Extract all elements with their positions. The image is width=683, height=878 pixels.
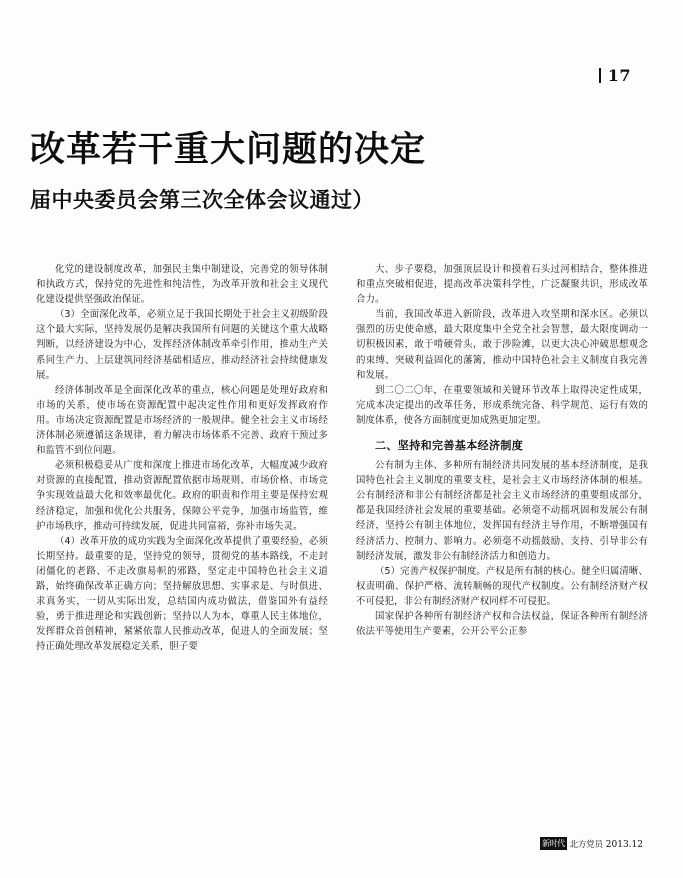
page-header (599, 66, 631, 85)
publisher-name: 北方党员 (569, 840, 603, 850)
publisher-mark: 新时代 (542, 839, 565, 848)
paragraph: （3）全面深化改革，必须立足于我国长期处于社会主义初级阶段这个最大实际，坚持发展仍是解决我国所有问题的关键这个重大战略判断，以经济建设为中心，发挥经济体制改革牵引作用，推动生产关系同生产力、上层建筑同经济基础相适应，推动经济社会持续健康发展。 (36, 309, 328, 381)
page-subtitle: 届中央委员会第三次全体会议通过） (30, 188, 374, 212)
folio-rule (599, 68, 601, 83)
paragraph: 到二〇二〇年，在重要领域和关键环节改革上取得决定性成果，完成本决定提出的改革任务，形成系统完备、科学规范、运行有效的制度体系，使各方面制度更加成熟更加定型。 (356, 384, 648, 426)
paragraph: 公有制为主体、多种所有制经济共同发展的基本经济制度，是我国特色社会主义制度的重要支柱，是社会主义市场经济体制的根基。公有制经济和非公有制经济都是社会主义市场经济的重要组成部分，都是我国经济社会发展的重要基础。必须毫不动摇巩固和发展公有制经济，坚持公有制主体地位，发挥国有经济主导作用，不断增强国有经济活力、控制力、影响力。必须毫不动摇鼓励、支持、引导非公有制经济发展，激发非公有制经济活力和创造力。 (356, 460, 648, 562)
page-footer (540, 837, 643, 850)
paragraph: 大、步子要稳，加强顶层设计和摸着石头过河相结合，整体推进和重点突破相促进，提高改革决策科学性，广泛凝聚共识，形成改革合力。 (356, 264, 648, 306)
column-right (356, 262, 648, 822)
paragraph: 当前，我国改革进入新阶段，改革进入攻坚期和深水区。必须以强烈的历史使命感，最大限度集中全党全社会智慧，最大限度调动一切积极因素，敢于啃硬骨头，敢于涉险滩，以更大决心冲破思想观念的束缚、突破利益固化的藩篱，推动中国特色社会主义制度自我完善和发展。 (356, 309, 648, 381)
paragraph: 必须积极稳妥从广度和深度上推进市场化改革，大幅度减少政府对资源的直接配置，推动资源配置依据市场规则、市场价格、市场竞争实现效益最大化和效率最优化。政府的职责和作用主要是保持宏观经济稳定，加强和优化公共服务，保障公平竞争，加强市场监管，维护市场秩序，推动可持续发展，促进共同富裕，弥补市场失灵。 (36, 460, 328, 532)
page-number: 17 (607, 66, 631, 85)
column-left (36, 262, 328, 822)
body-columns (36, 262, 648, 822)
title-block (30, 128, 643, 214)
paragraph: 化党的建设制度改革，加强民主集中制建设，完善党的领导体制和执政方式，保持党的先进性和纯洁性，为改革开放和社会主义现代化建设提供坚强政治保证。 (36, 264, 328, 306)
issue-date: 2013.12 (605, 840, 643, 850)
section-heading: 二、坚持和完善基本经济制度 (375, 439, 524, 453)
paragraph: 经济体制改革是全面深化改革的重点，核心问题是处理好政府和市场的关系，使市场在资源配置中起决定性作用和更好发挥政府作用。市场决定资源配置是市场经济的一般规律。健全社会主义市场经济体制必须遵循这条规律，着力解决市场体系不完善、政府干预过多和监管不到位问题。 (36, 384, 328, 457)
page-title: 改革若干重大问题的决定 (30, 130, 427, 170)
paragraph: 国家保护各种所有制经济产权和合法权益，保证各种所有制经济依法平等使用生产要素，公开公平公正参 (356, 610, 648, 638)
paragraph: （4）改革开放的成功实践为全面深化改革提供了重要经验，必须长期坚持。最重要的是，坚持党的领导，贯彻党的基本路线，不走封闭僵化的老路、不走改旗易帜的邪路，坚定走中国特色社会主义道路，始终确保改革正确方向；坚持解放思想、实事求是、与时俱进、求真务实，一切从实际出发，总结国内成功做法，借鉴国外有益经验，勇于推进理论和实践创新；坚持以人为本，尊重人民主体地位，发挥群众首创精神，紧紧依靠人民推动改革，促进人的全面发展；坚持正确处理改革发展稳定关系，胆子要 (36, 535, 328, 653)
paragraph: （5）完善产权保护制度。产权是所有制的核心。健全归属清晰、权责明确、保护严格、流转顺畅的现代产权制度。公有制经济财产权不可侵犯，非公有制经济财产权同样不可侵犯。 (356, 565, 648, 607)
